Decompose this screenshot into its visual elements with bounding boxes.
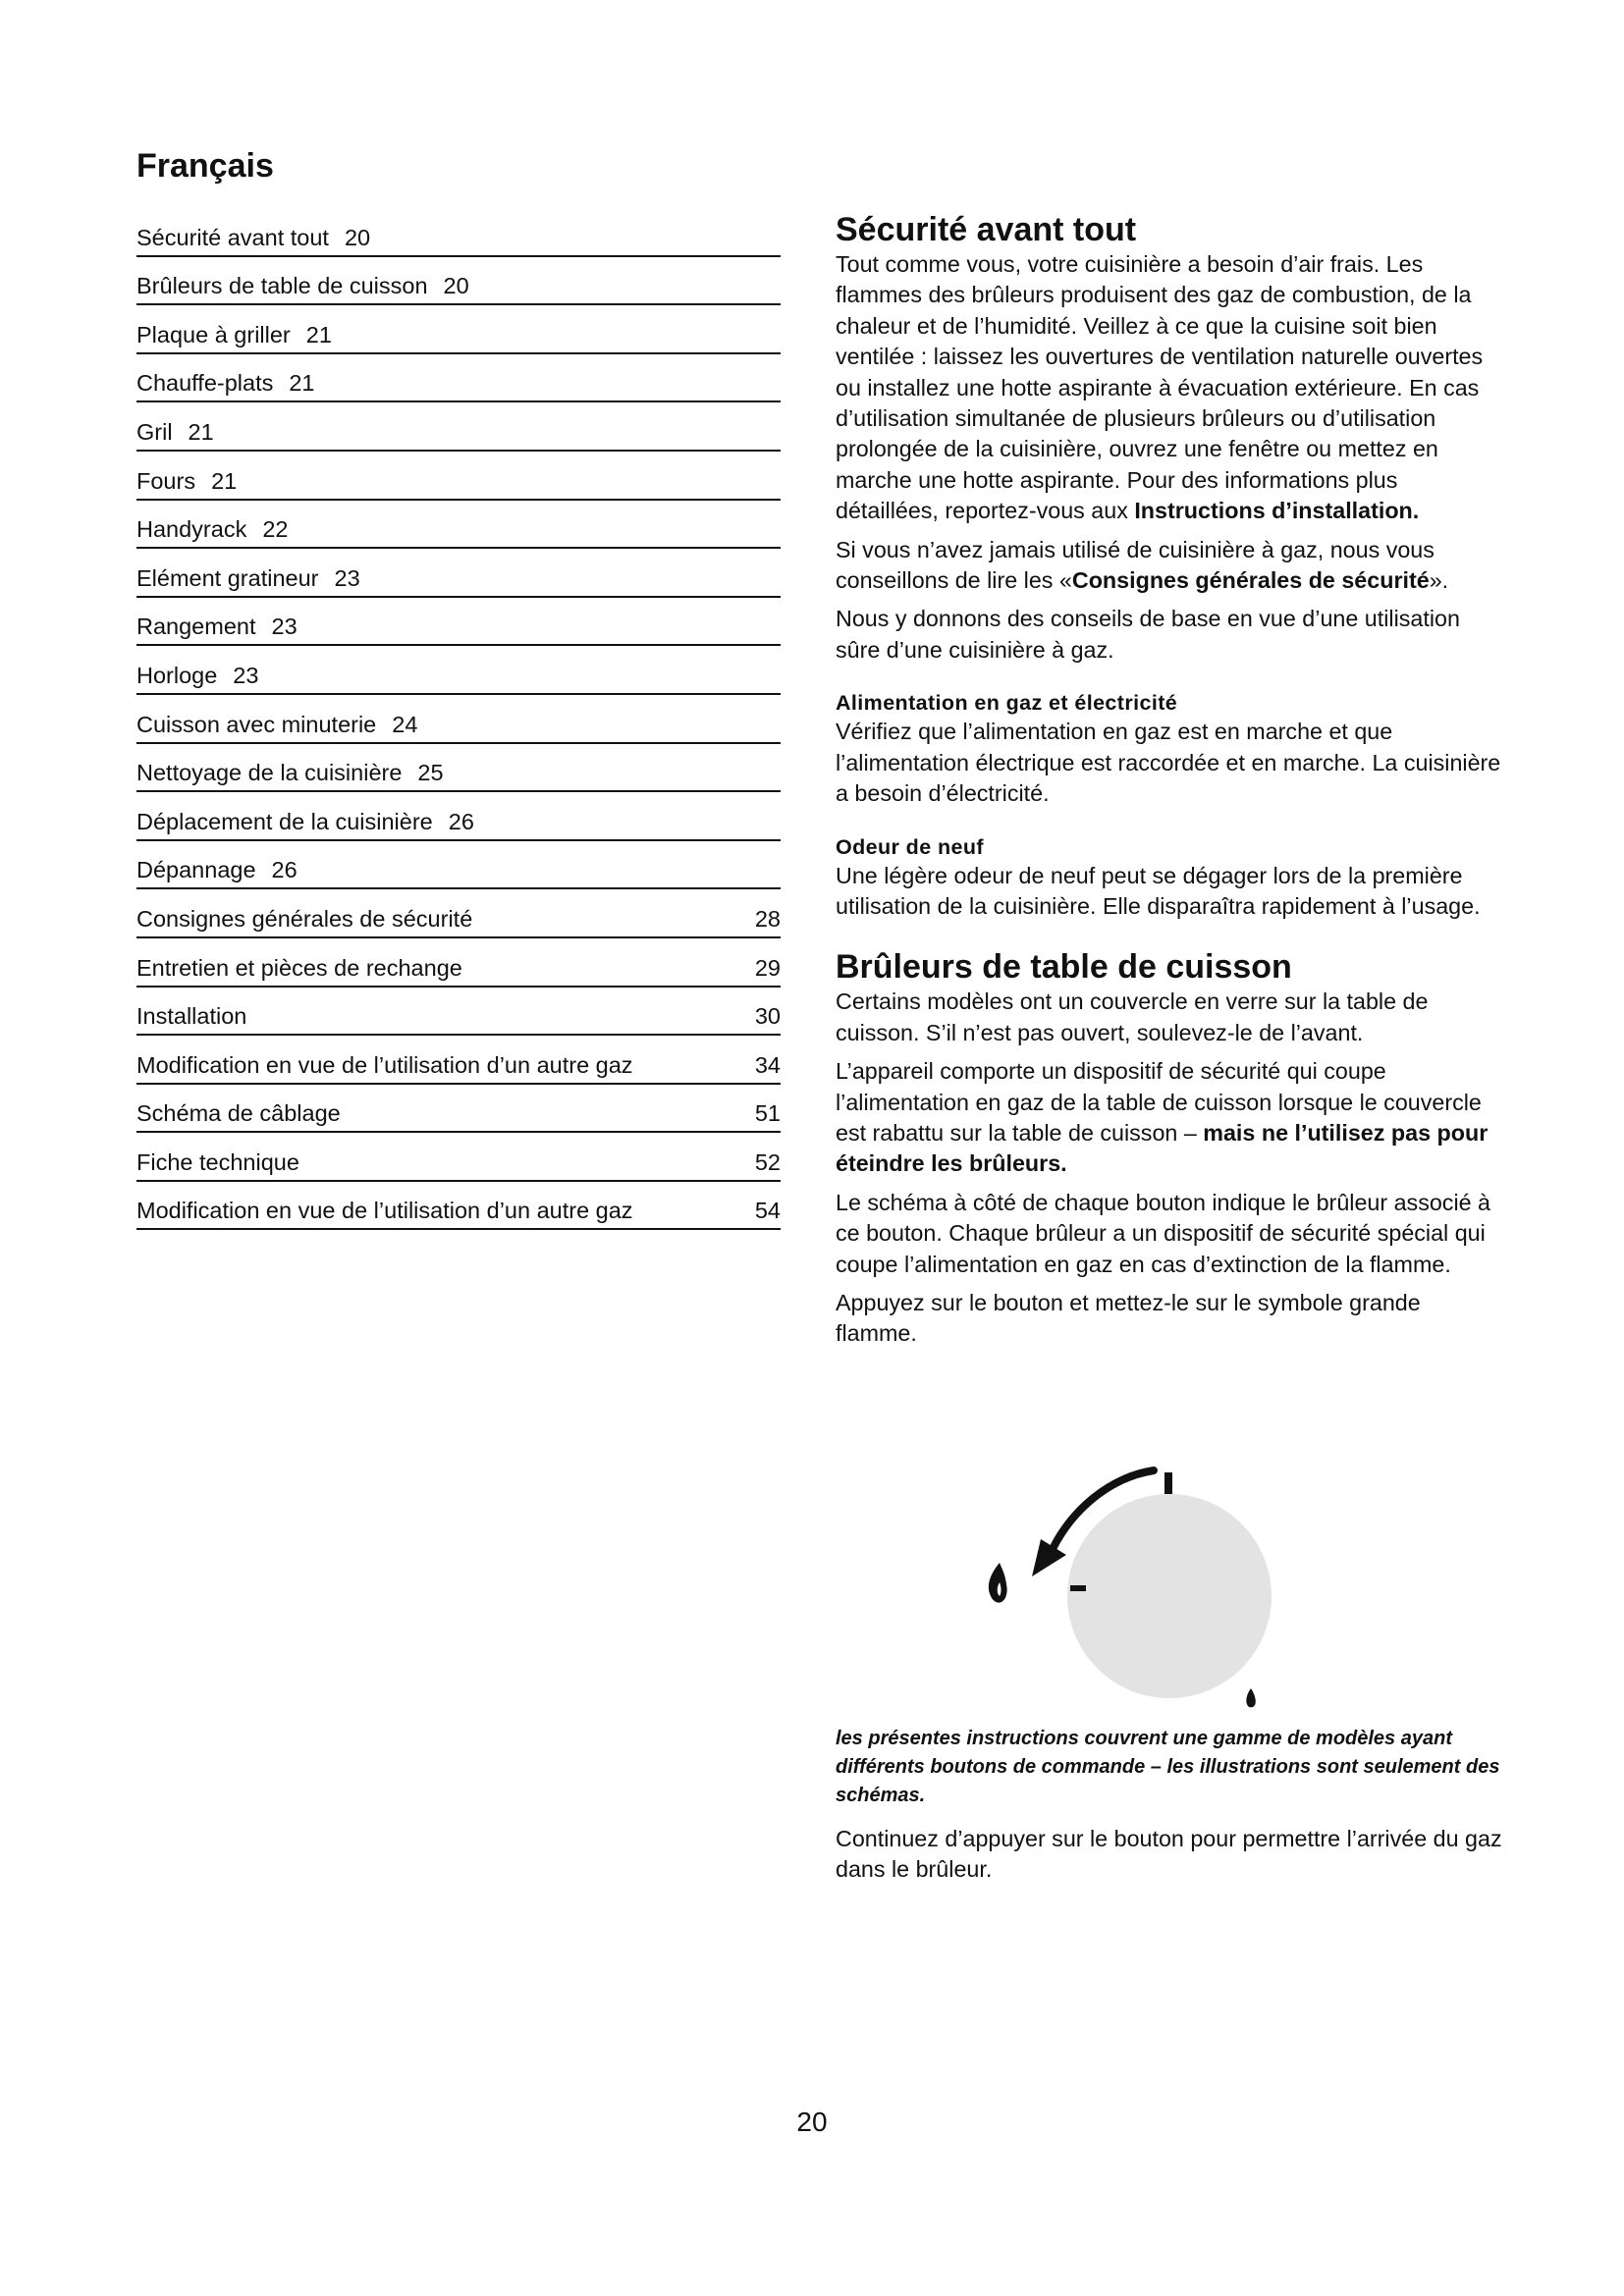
toc-entry-page: 26 <box>271 857 298 883</box>
toc-entry[interactable] <box>136 208 781 257</box>
toc-entry-page: 54 <box>754 1198 781 1224</box>
toc-entry-label: Fiche technique <box>136 1148 299 1175</box>
toc-entry-label: Entretien et pièces de rechange <box>136 954 462 981</box>
toc-entry-label: Handyrack <box>136 516 247 543</box>
large-flame-icon <box>989 1563 1007 1603</box>
toc-entry-page: 23 <box>271 614 298 640</box>
toc-entry-page: 22 <box>262 516 289 543</box>
subsection-title-smell: Odeur de neuf <box>836 834 984 859</box>
toc-entry-label: Modification en vue de l’utilisation d’un autre gaz <box>136 1051 633 1078</box>
burners-paragraph-5: Continuez d’appuyer sur le bouton pour permettre l’arrivée du gaz dans le brûleur. <box>836 1826 1502 1883</box>
toc-entry[interactable] <box>136 598 781 647</box>
toc-entry-label: Modification en vue de l’utilisation d’un autre gaz <box>136 1198 633 1224</box>
subsection-title-supply: Alimentation en gaz et électricité <box>836 691 1178 716</box>
toc-entry[interactable] <box>136 1182 781 1231</box>
toc-entry-label: Plaque à griller <box>136 321 291 347</box>
toc-entry-page: 30 <box>754 1003 781 1030</box>
toc-entry-page: 21 <box>289 370 315 397</box>
safety-paragraph-3: Nous y donnons des conseils de base en vue d’une utilisation sûre d’une cuisinière à gaz. <box>836 606 1460 663</box>
burners-paragraph-1: Certains modèles ont un couvercle en verre sur la table de cuisson. S’il n’est pas ouvert, soulevez-le de l’avant. <box>836 988 1429 1045</box>
toc-entry[interactable] <box>136 452 781 501</box>
burners-paragraph-3: Le schéma à côté de chaque bouton indique le brûleur associé à ce bouton. Chaque brûleur a un dispositif de sécurité spécial qui coupe l’alimentation en gaz en cas d’extinction de la flamme. <box>836 1189 1491 1277</box>
section-title-safety: Sécurité avant tout <box>836 211 1137 248</box>
toc-entry-label: Déplacement de la cuisinière <box>136 808 433 834</box>
figure-caption: les présentes instructions couvrent une gamme de modèles ayant différents boutons de commande – les illustrations sont seulement des schémas. <box>836 1728 1500 1806</box>
toc-entry-page: 21 <box>211 467 238 494</box>
toc-entry-label: Rangement <box>136 614 256 640</box>
toc-entry[interactable] <box>136 744 781 793</box>
toc-entry-page: 29 <box>754 954 781 981</box>
toc-entry-page: 25 <box>417 760 444 786</box>
toc-entry[interactable] <box>136 792 781 841</box>
toc-entry-label: Brûleurs de table de cuisson <box>136 273 428 299</box>
toc-entry[interactable] <box>136 646 781 695</box>
toc-entry-page: 24 <box>392 711 418 737</box>
toc-entry-label: Dépannage <box>136 857 256 883</box>
toc-entry-page: 20 <box>344 224 371 250</box>
toc-entry-label: Fours <box>136 467 196 494</box>
toc-entry-label: Elément gratineur <box>136 564 319 591</box>
toc-entry[interactable] <box>136 889 781 938</box>
toc-entry[interactable] <box>136 305 781 354</box>
toc-entry[interactable] <box>136 841 781 890</box>
burners-paragraph-4: Appuyez sur le bouton et mettez-le sur le symbole grande flamme. <box>836 1289 1421 1347</box>
toc-entry-label: Chauffe-plats <box>136 370 274 397</box>
knob-tick-top <box>1164 1472 1172 1494</box>
toc-entry[interactable] <box>136 1085 781 1134</box>
toc-entry[interactable] <box>136 988 781 1037</box>
toc-entry[interactable] <box>136 1133 781 1182</box>
toc-entry[interactable] <box>136 938 781 988</box>
toc-entry[interactable] <box>136 501 781 550</box>
toc-entry[interactable] <box>136 1036 781 1085</box>
page-number: 20 <box>796 2107 828 2137</box>
toc-entry-page: 20 <box>443 273 469 299</box>
toc-entry-label: Horloge <box>136 662 218 688</box>
safety-paragraph-1: Tout comme vous, votre cuisinière a besoin d’air frais. Les flammes des brûleurs produisent des gaz de combustion, de la chaleur et de l’humidité. Veillez à ce que la cuisine soit bien ventilée : laissez les ouvertures de ventilation naturelle ouvertes ou installez une hotte aspirante à évacuation extérieure. En cas d’utilisation simultanée de plusieurs brûleurs ou d’utilisation prolongée de la cuisinière, ouvrez une fenêtre ou mettez en marche une hotte aspirante. Pour des informations plus détaillées, reportez-vous aux Instructions d’installation. <box>836 251 1484 524</box>
toc-entry-page: 52 <box>754 1148 781 1175</box>
toc-entry-label: Nettoyage de la cuisinière <box>136 760 403 786</box>
toc-entry-label: Cuisson avec minuterie <box>136 711 377 737</box>
toc-entry[interactable] <box>136 354 781 403</box>
toc-entry-label: Installation <box>136 1003 247 1030</box>
toc-entry-page: 21 <box>188 418 214 445</box>
toc-entry-page: 26 <box>448 808 474 834</box>
section-title-burners: Brûleurs de table de cuisson <box>836 948 1292 987</box>
safety-paragraph-2: Si vous n’avez jamais utilisé de cuisinière à gaz, nous vous conseillons de lire les «Consignes générales de sécurité». <box>836 536 1449 594</box>
toc-entry[interactable] <box>136 549 781 598</box>
toc-entry-label: Consignes générales de sécurité <box>136 905 473 932</box>
burners-paragraph-2: L’appareil comporte un dispositif de sécurité qui coupe l’alimentation en gaz de la table de cuisson lorsque le couvercle est rabattu sur la table de cuisson – mais ne l’utilisez pas pour éteindre les brûleurs. <box>836 1058 1489 1177</box>
toc-entry-page: 23 <box>334 564 360 591</box>
toc-heading: Français <box>136 147 274 185</box>
toc-entry[interactable] <box>136 695 781 744</box>
knob-circle <box>1067 1494 1272 1698</box>
table-of-contents <box>136 208 781 1230</box>
toc-entry-label: Gril <box>136 418 173 445</box>
smell-paragraph: Une légère odeur de neuf peut se dégager lors de la première utilisation de la cuisinière. Elle disparaîtra rapidement à l’usage. <box>836 862 1481 919</box>
toc-entry-page: 23 <box>233 662 259 688</box>
toc-entry-page: 21 <box>305 321 332 347</box>
toc-entry-page: 28 <box>754 905 781 932</box>
supply-paragraph: Vérifiez que l’alimentation en gaz est en marche et que l’alimentation électrique est raccordée et en marche. La cuisinière a besoin d’électricité. <box>836 719 1501 807</box>
toc-entry[interactable] <box>136 257 781 306</box>
toc-entry-label: Sécurité avant tout <box>136 224 329 250</box>
small-flame-icon <box>1246 1688 1255 1707</box>
content-column <box>836 210 1503 1350</box>
toc-entry-label: Schéma de câblage <box>136 1100 341 1127</box>
toc-entry-page: 51 <box>754 1100 781 1127</box>
toc-entry[interactable] <box>136 402 781 452</box>
knob-tick-left <box>1070 1585 1086 1591</box>
arrow-head-icon <box>1032 1539 1066 1576</box>
control-knob-diagram <box>972 1451 1286 1731</box>
toc-entry-page: 34 <box>754 1051 781 1078</box>
